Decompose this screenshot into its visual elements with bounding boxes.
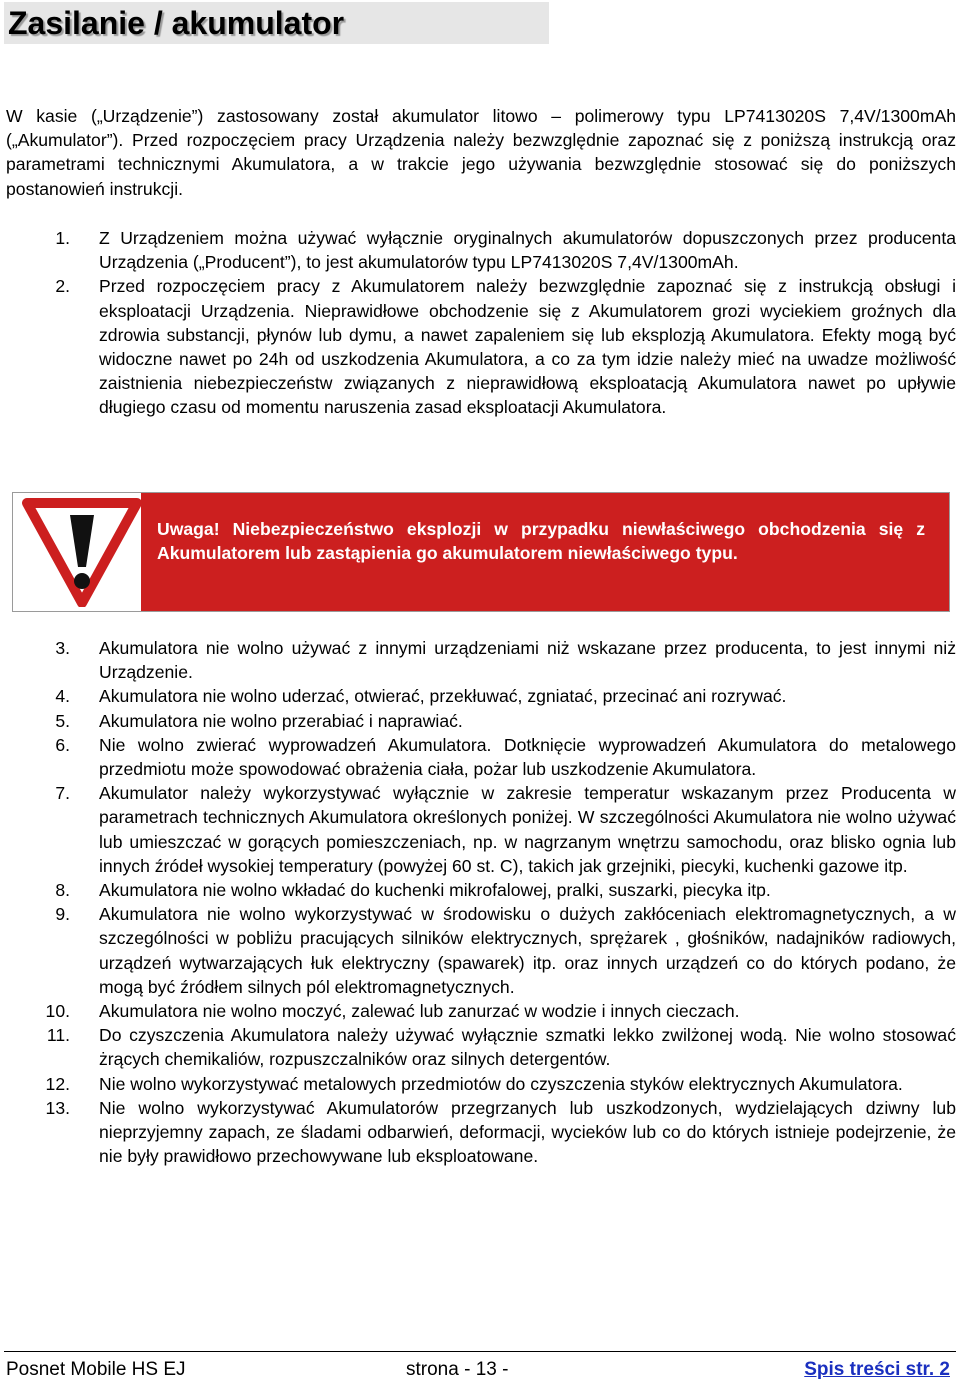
list-item-number: 5. xyxy=(55,710,70,731)
page-title: Zasilanie / akumulator xyxy=(8,5,345,41)
list-item-text: Nie wolno zwierać wyprowadzeń Akumulatora. Dotknięcie wyprowadzeń Akumulatora do metalowego przedmiotu może spowodować obrażenia ciała, pożar lub uszkodzenie Akumulatora. xyxy=(99,734,956,780)
list-item xyxy=(0,709,956,733)
list-item xyxy=(0,733,956,781)
list-item-number: 12. xyxy=(45,1073,70,1094)
list-item-text: Akumulator należy wykorzystywać wyłącznie w zakresie temperatur wskazanym przez Producenta w parametrach technicznych Akumulatora określonych poniżej. W szczególności Akumulatora nie wolno używać lub umieszczać w gorących pomieszczeniach, np. w nagrzanym wnętrzu samochodu, oraz blisko ognia lub innych źródeł wysokiej temperatury (powyżej 60 st. C), takich jak grzejniki, piecyki, kuchenki gazowe itp. xyxy=(99,783,956,876)
list-item-number: 1. xyxy=(55,228,70,248)
footer-divider xyxy=(4,1351,956,1352)
list-item xyxy=(0,636,956,684)
list-item xyxy=(0,999,956,1023)
warning-text: Uwaga! Niebezpieczeństwo eksplozji w przypadku niewłaściwego obchodzenia się z Akumulatorem lub zastąpienia go akumulatorem niewłaściwego typu. xyxy=(157,519,925,564)
list-item-text: Nie wolno wykorzystywać metalowych przedmiotów do czyszczenia styków elektrycznych Akumulatora. xyxy=(99,1073,903,1094)
list-item xyxy=(0,902,956,999)
list-item xyxy=(0,1096,956,1169)
list-item xyxy=(0,274,956,419)
list-item-number: 4. xyxy=(55,686,70,707)
list-item-number: 8. xyxy=(55,880,70,901)
list-item-text: Akumulatora nie wolno wkładać do kuchenki mikrofalowej, pralki, suszarki, piecyka itp. xyxy=(99,880,771,901)
list-item xyxy=(0,878,956,902)
list-item-number: 13. xyxy=(45,1097,70,1118)
list-item-text: Do czyszczenia Akumulatora należy używać wyłącznie szmatki lekko zwilżonej wodą. Nie wolno stosować żrących chemikaliów, rozpuszczalników oraz silnych detergentów. xyxy=(99,1025,956,1070)
footer-page-number: strona - 13 - xyxy=(406,1359,509,1380)
warning-triangle-icon xyxy=(19,495,145,607)
footer-product-name: Posnet Mobile HS EJ xyxy=(6,1359,186,1380)
list-item-text: Akumulatora nie wolno używać z innymi urządzeniami niż wskazane przez producenta, to jest innymi niż Urządzenie. xyxy=(99,638,956,683)
list-item-number: 6. xyxy=(55,734,70,755)
instruction-list-part-2 xyxy=(0,636,956,1168)
list-item-text: Przed rozpoczęciem pracy z Akumulatorem należy bezwzględnie zapoznać się z instrukcją obsługi i eksploatacji Urządzenia. Nieprawidłowe obchodzenie się z Akumulatorem grozi wyciekiem groźnych dla zdrowia substancji, płynów lub dymu, a nawet zapaleniem się lub eksplozją Akumulatora. Efekty mogą być widoczne nawet po 24h od uszkodzenia Akumulatora, a co za tym idzie należy mieć na uwadze możliwość zaistnienia niebezpieczeństw związanych z nieprawidłową eksploatacją Akumulatora nawet po upływie długiego czasu od momentu naruszenia zasad eksploatacji Akumulatora. xyxy=(99,276,956,418)
list-item-number: 11. xyxy=(46,1025,70,1046)
intro-paragraph: W kasie („Urządzenie”) zastosowany został akumulator litowo – polimerowy typu LP7413020S 7,4V/1300mAh („Akumulator”). Przed rozpoczęciem pracy Urządzenia należy bezwzględnie zapoznać się z poniższą instrukcją oraz parametrami technicznymi Akumulatora, a w trakcie jego używania bezwzględnie stosować się do poniższych postanowień instrukcji. xyxy=(6,106,956,199)
list-item xyxy=(0,781,956,878)
warning-box xyxy=(12,492,950,612)
list-item-number: 3. xyxy=(55,638,70,658)
list-item xyxy=(0,684,956,708)
warning-panel xyxy=(141,493,949,611)
list-item xyxy=(0,1023,956,1071)
table-of-contents-link[interactable]: Spis treści str. 2 xyxy=(804,1359,950,1380)
list-item-text: Akumulatora nie wolno moczyć, zalewać lub zanurzać w wodzie i innych cieczach. xyxy=(99,1001,740,1022)
list-item xyxy=(0,226,956,274)
list-item-number: 9. xyxy=(55,904,70,925)
instruction-list-part-1 xyxy=(0,226,956,420)
list-item-text: Z Urządzeniem można używać wyłącznie oryginalnych akumulatorów dopuszczonych przez producenta Urządzenia („Producent”), to jest akumulatorów typu LP7413020S 7,4V/1300mAh. xyxy=(99,228,956,273)
list-item-text: Akumulatora nie wolno przerabiać i naprawiać. xyxy=(99,710,463,731)
list-item-text: Akumulatora nie wolno uderzać, otwierać, przekłuwać, zgniatać, przecinać ani rozrywać. xyxy=(99,686,787,707)
list-item-text: Nie wolno wykorzystywać Akumulatorów przegrzanych lub uszkodzonych, wydzielających dziwny lub nieprzyjemny zapach, ze śladami odbarwień, deformacji, wycieków lub co do których istnieje podejrzenie, że nie były prawidłowo przechowywane lub eksploatowane. xyxy=(99,1097,956,1167)
list-item-number: 7. xyxy=(55,783,70,804)
list-item-number: 10. xyxy=(45,1001,70,1022)
list-item xyxy=(0,1072,956,1096)
list-item-number: 2. xyxy=(55,276,70,297)
list-item-text: Akumulatora nie wolno wykorzystywać w środowisku o dużych zakłóceniach elektromagnetycznych, a w szczególności w pobliżu pracujących silników elektrycznych, sprężarek , głośników, nadajników radiowych, urządzeń wytwarzających łuk elektryczny (spawarek) itp. oraz innych urządzeń co do których podano, że mogą być źródłem silnych pól elektromagnetycznych. xyxy=(99,904,956,997)
